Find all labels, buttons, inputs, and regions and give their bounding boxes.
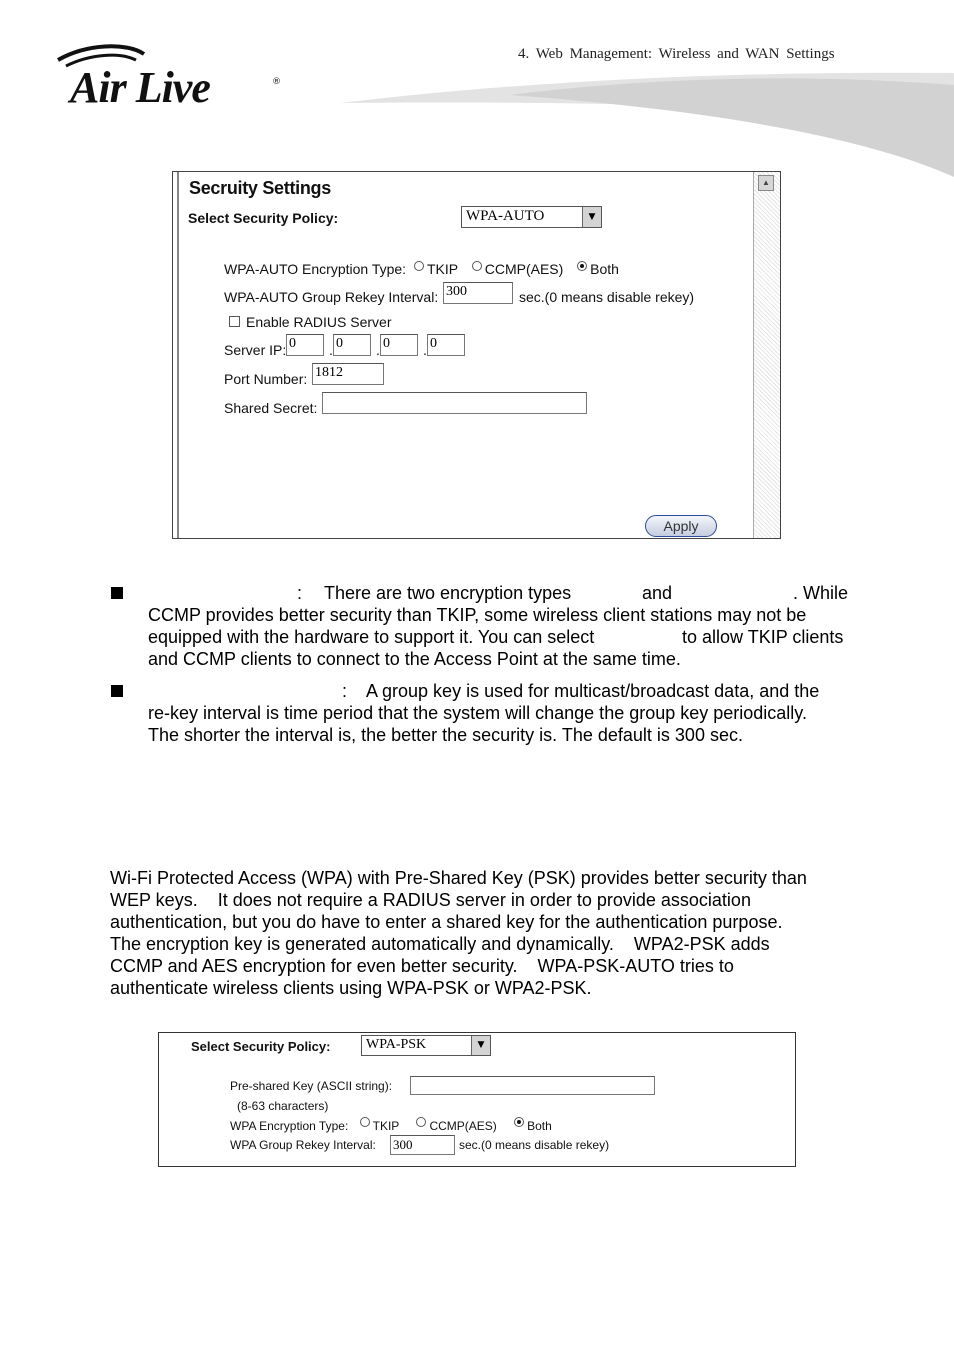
enc-type-label: WPA Encryption Type: (230, 1119, 349, 1133)
header-swoosh (340, 65, 954, 185)
chevron-down-icon[interactable]: ▼ (582, 207, 601, 227)
settings-panel (177, 172, 754, 538)
radius-row (229, 314, 392, 330)
server-ip-octet-1[interactable]: 0 (286, 334, 324, 356)
rekey-note: sec.(0 means disable rekey) (459, 1138, 610, 1152)
svg-text:®: ® (272, 77, 281, 87)
ip-dot: . (329, 342, 333, 358)
policy-label: Select Security Policy: (188, 210, 339, 226)
bullet2-line3: The shorter the interval is, the better the security is. The default is 300 sec. (148, 725, 743, 745)
server-ip-octet-2[interactable]: 0 (333, 334, 371, 356)
psk-label: Pre-shared Key (ASCII string): (230, 1079, 393, 1093)
rekey-label: WPA Group Rekey Interval: (230, 1138, 376, 1152)
policy-value: WPA-PSK (366, 1037, 427, 1052)
rekey-interval-input[interactable]: 300 (443, 282, 513, 304)
server-ip-label: Server IP: (224, 342, 287, 358)
wpa-psk-line-3: authentication, but you do have to enter a shared key for the authentication purpose. (110, 912, 783, 932)
radio-ccmp[interactable] (472, 261, 482, 271)
bullet-marker (111, 685, 123, 697)
radio-both[interactable] (514, 1117, 524, 1127)
secret-label: Shared Secret: (224, 400, 318, 416)
bullet1-colon: : (297, 583, 303, 603)
bullet1-text-c: . While (793, 583, 849, 603)
radio-both-label: Both (527, 1119, 552, 1133)
bullet2-line2: re-key interval is time period that the system will change the group key periodically. (148, 703, 807, 723)
ip-dot: . (423, 342, 427, 358)
enc-type-row (224, 261, 619, 277)
bullet1-line2: CCMP provides better security than TKIP, some wireless client stations may not be (148, 605, 807, 625)
panel-title: Secruity Settings (189, 178, 331, 198)
policy-label: Select Security Policy: (191, 1039, 331, 1054)
security-policy-select[interactable] (361, 1035, 491, 1056)
enc-type-row (230, 1119, 552, 1133)
rekey-interval-input[interactable]: 300 (390, 1135, 455, 1155)
bullet1-line4: and CCMP clients to connect to the Access Point at the same time. (148, 649, 681, 669)
radio-both[interactable] (577, 261, 587, 271)
bullet1-line3a: equipped with the hardware to support it. You can select (148, 627, 595, 647)
bullet-marker (111, 587, 123, 599)
wpa-psk-line-6: authenticate wireless clients using WPA-PSK or WPA2-PSK. (110, 978, 592, 998)
port-number-input[interactable]: 1812 (312, 363, 384, 385)
rekey-label: WPA-AUTO Group Rekey Interval: (224, 289, 439, 305)
wpa-psk-line-4: The encryption key is generated automatically and dynamically. WPA2-PSK adds (110, 934, 770, 954)
radio-tkip[interactable] (414, 261, 424, 271)
radio-tkip-label: TKIP (426, 261, 458, 277)
rekey-note: sec.(0 means disable rekey) (519, 289, 695, 305)
logo-text: Air Live (70, 63, 210, 112)
radio-both-label: Both (590, 261, 619, 277)
port-label: Port Number: (224, 371, 308, 387)
radio-ccmp-label: CCMP(AES) (484, 261, 564, 277)
vertical-scrollbar[interactable] (753, 172, 780, 538)
chapter-title: 4. Web Management: Wireless and WAN Settings (518, 46, 835, 62)
radius-checkbox[interactable] (229, 316, 240, 327)
psk-hint: (8-63 characters) (237, 1099, 329, 1113)
wpa-psk-line-5: CCMP and AES encryption for even better security. WPA-PSK-AUTO tries to (110, 956, 734, 976)
radio-ccmp-label: CCMP(AES) (429, 1119, 497, 1133)
security-policy-select[interactable] (461, 206, 602, 228)
bullet1-line3b: to allow TKIP clients (682, 627, 844, 647)
radio-ccmp[interactable] (416, 1117, 426, 1127)
bullet2-colon: : (342, 681, 348, 701)
radio-tkip[interactable] (360, 1117, 370, 1127)
server-ip-octet-4[interactable]: 0 (427, 334, 465, 356)
policy-value: WPA-AUTO (466, 208, 545, 224)
chevron-down-icon[interactable]: ▼ (471, 1036, 490, 1055)
bullet1-text-b: and (642, 583, 673, 603)
psk-input[interactable] (410, 1076, 655, 1095)
enc-type-label: WPA-AUTO Encryption Type: (224, 261, 407, 277)
security-settings-screenshot (172, 171, 781, 539)
apply-button[interactable]: Apply (645, 515, 717, 537)
server-ip-octet-3[interactable]: 0 (380, 334, 418, 356)
radio-tkip-label: TKIP (372, 1119, 400, 1133)
wpa-psk-line-2: WEP keys. It does not require a RADIUS server in order to provide association (110, 890, 751, 910)
wpa-psk-line-1: Wi-Fi Protected Access (WPA) with Pre-Shared Key (PSK) provides better security than (110, 868, 807, 888)
shared-secret-input[interactable] (322, 392, 587, 414)
wpa-psk-screenshot (158, 1032, 796, 1167)
scroll-up-icon[interactable]: ▲ (758, 175, 774, 191)
ip-dot: . (376, 342, 380, 358)
bullet1-text-a: There are two encryption types (324, 583, 572, 603)
bullet2-text-a: A group key is used for multicast/broadcast data, and the (366, 681, 820, 701)
radius-label: Enable RADIUS Server (246, 314, 392, 330)
